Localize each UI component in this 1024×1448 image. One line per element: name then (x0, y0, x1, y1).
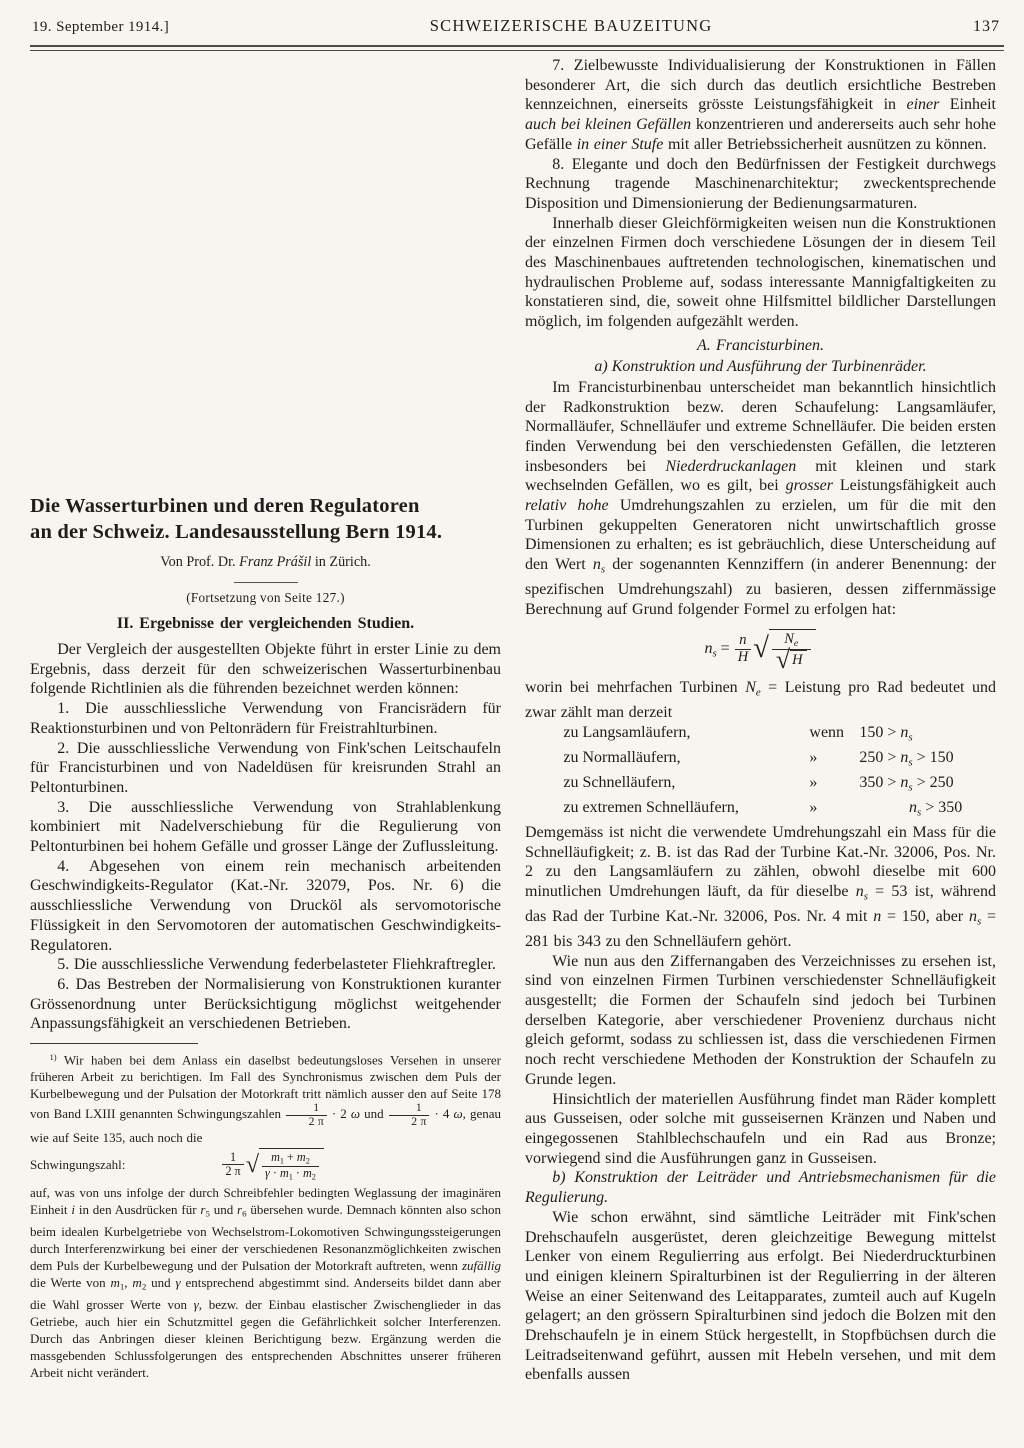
classification-conjunction: » (809, 774, 818, 792)
byline: Von Prof. Dr. Franz Prášil in Zürich. (160, 554, 371, 570)
continuation-note: (Fortsetzung von Seite 127.) (186, 590, 345, 605)
right-column (525, 56, 996, 1448)
article-title-line1: Die Wasserturbinen und deren Regulatoren (30, 495, 420, 517)
paragraph-8: 8. Elegante und doch den Bedürfnissen der Festigkeit durchwegs Rechnung tragende Maschinenarchitektur; zweckentsprechende Disposition und Dimensionierung der Bedienungsarmaturen. (525, 155, 996, 212)
article-title (30, 494, 501, 545)
paragraph-7: 7. Zielbewusste Individualisierung der Konstruktionen in Fällen besonderer Art, die sich durch das deutlich ersichtliche Bestreben kennzeichnen, einerseits grösste Leistungsfähigkeit in einer Einheit auch bei kleinen Gefällen konzentrieren und andererseits auch sehr hohe Gefälle in einer Stufe mit aller Betriebssicherheit ausnützen zu können. (525, 57, 996, 153)
paragraph-13: Wie nun aus den Ziffernangaben des Verzeichnisses zu ersehen ist, sind von einzelnen Firmen Turbinen verschiedenster Schnelläufigkeit ausgestellt; die Formen der Schaufeln sind jedoch bei Turbinen derselben Kategorie, aber verschiedener Provenienz durchaus nicht gleich geformt, sodass zu schliessen ist, dass die verschiedenen Firmen noch recht verschiedene Methoden der Konstruktion der Schaufeln zu Grunde legen. (525, 952, 996, 1088)
paragraph-15: Wie schon erwähnt, sind sämtliche Leiträder mit Fink'schen Drehschaufeln ausgerüstet, deren gleichzeitige Bewegung mittelst Lenker von einem Regulierring aus erfolgt. Bei Niederdruckturbinen und einigen kleinern Spiralturbinen ist der Regulierring in der älteren Weise an einer Seitenwand des Leitapparates, zumteil auch auf Kugeln gelagert; an den grössern Spiralturbinen sind jedoch die Bolzen mit den Drehschaufeln je in einem Stück hergestellt, in Stopfbüchsen durch die Leitradseitenwand geführt, aussen mit Hebeln versehen, und mit dem ebenfalls aussen (525, 1208, 996, 1384)
paragraph-14: Hinsichtlich der materiellen Ausführung findet man Räder komplett aus Gusseisen, oder solche mit gusseisernen Kränzen und Naben und eingegossenen Stahlblechschaufeln und ein Rad aus Bronze; vorwiegend sind die Ausführungen ganz in Gusseisen. (525, 1090, 996, 1167)
paragraph-12: Demgemäss ist nicht die verwendete Umdrehungszahl ein Mass für die Schnelläufigkeit; z. B. ist das Rad der Turbine Kat.-Nr. 32006, Pos. Nr. 2 zu den Langsamläufern zu zählen, obwohl dieselbe mit 600 minutlichen Umdrehungen läuft, da für dieselbe $n_s = 53$ ist, während das Rad der Turbine Kat.-Nr. 32006, Pos. Nr. 4 mit n = 150, aber $n_s = 281$ bis 343 zu den Schnelläufern gehört. (525, 823, 996, 950)
list-item-2: 2. Die ausschliessliche Verwendung von Fink'schen Leitschaufeln für Francisturbinen und von Nadeldüsen für kreisrunden Strahl an Peltonturbinen. (30, 739, 501, 796)
list-item-6: 6. Das Bestreben der Normalisierung von Konstruktionen kuranter Grössenordnung unter Berücksichtigung möglichst weitgehender Anpassungsfähigkeit an verschiedenen Betrieben. (30, 975, 501, 1033)
classification-condition: $250 > n_s > 150$ (859, 749, 954, 769)
classification-condition: $350 > n_s > 250$ (859, 774, 954, 794)
classification-condition: $n_s > 350$ (908, 799, 963, 819)
classification-label: zu Langsamläufern, (563, 724, 691, 742)
left-column (30, 56, 501, 1448)
article-title-line2: an der Schweiz. Landesausstellung Bern 1914. (30, 520, 443, 543)
list-item-3: 3. Die ausschliessliche Verwendung von Strahlablenkung kombiniert mit Nadelverschiebung für die Regulierung von Peltonturbinen bei hohem Gefälle und grosser Länge der Zuflussleitung. (30, 798, 501, 856)
footnote-formula: $\frac{1}{2 \pi}$ √ $\frac{m_1 + m_2}{\gamma \cdot m_1 \cdot m_2}$ (125, 1148, 421, 1183)
classification-row (563, 798, 996, 823)
classification-conjunction: wenn (809, 724, 845, 742)
heading-konstruktion-turbinenraeder: a) Konstruktion und Ausführung der Turbinenräder. (594, 357, 927, 375)
title-divider (234, 582, 298, 583)
issue-date: 19. September 1914.] (32, 19, 170, 35)
page-header (32, 16, 1000, 36)
classification-table (563, 723, 996, 823)
header-rule (30, 45, 1004, 51)
classification-label: zu extremen Schnelläufern, (563, 799, 739, 816)
classification-row (563, 748, 996, 773)
paragraph-intro: Der Vergleich der ausgestellten Objekte führt in erster Linie zu dem Ergebnis, dass derzeit für den schweizerischen Wasserturbinenbau folgende Richtlinien als die führenden bezeichnet werden können: (30, 641, 501, 698)
left-column-spacer (30, 56, 501, 494)
classification-row (563, 773, 996, 798)
list-item-4: 4. Abgesehen von einem rein mechanisch arbeitenden Geschwindigkeits-Regulator (Kat.-Nr. 32079, Pos. Nr. 6) die ausschliessliche Verwendung von Drucköl als servomotorische Flüssigkeit in den Servomotoren der automatischen Geschwindigkeits-Regulatoren. (30, 857, 501, 954)
footnote-separator (30, 1043, 198, 1044)
list-item-5: 5. Die ausschliessliche Verwendung federbelasteter Fliehkraftregler. (57, 956, 496, 974)
classification-condition: $150 > n_s$ (859, 724, 913, 744)
section-heading: II. Ergebnisse der vergleichenden Studien. (116, 615, 415, 632)
formula-specific-speed: $n_s$ = $\frac{n}{H}$ √ $N_e$ √ H (525, 623, 996, 676)
footnote-paragraph-2: auf, was von uns infolge der durch Schreibfehler bedingten Weglassung der imaginären Einheit i in den Ausdrücken für $r_5$ und $r_6$ übersehen wurde. Demnach könnten also schon beim idealen Kurbelgetriebe von Wechselstrom-Lokomotiven Schwingungssteigerungen durch Interferenzwirkung bei einer der verschiedenen Resonanzmöglichkeiten zwischen dem Puls der Kurbelbewegung und der Pulsation der Motorkraft auftreten, wenn zufällig die Werte von $m_1$, $m_2$ und γ entsprechend abgestimmt sind. Anderseits bildet dann aber die Wahl grosser Werte von γ, bezw. der Einbau elastischer Zwischenglieder in das Getriebe, auch hier ein Schutzmittel gegen die Gefährlichkeit solcher Interferenzen. Durch das Anbringen dieser kleinen Berichtigung bezw. Ergänzung werden die massgebenden Schlussfolgerungen des entsprechenden Abschnittes unserer früheren Arbeit nicht verändert. (30, 1185, 501, 1380)
heading-leitraeder-regulierung: b) Konstruktion der Leiträder und Antriebsmechanismen für die Regulierung. (525, 1169, 996, 1207)
footnote-formula-row (30, 1148, 501, 1183)
classification-conjunction: » (809, 749, 818, 767)
paragraph-9: Innerhalb dieser Gleichförmigkeiten weisen nun die Konstruktionen der einzelnen Firmen doch verschiedene Lösungen der in diesem Teil des Maschinenbaues auftretenden technologischen, kinematischen und hydraulischen Probleme auf, sodass interessante Mannigfaltigkeiten zu konstatieren sind, die, soweit ohne Hilfsmittel bildlicher Darstellungen möglich, im folgenden aufgezählt werden. (525, 214, 996, 331)
footnote-paragraph-1: $^{1)}$ Wir haben bei dem Anlass ein daselbst bedeutungsloses Versehen in unserer früheren Arbeit zu berichtigen. Im Fall des Synchronismus zwischen dem Puls der Kurbelbewegung und der Pulsation der Motorkraft tritt nämlich ausser den auf Seite 178 von Band LXIII genannten Schwingungszahlen $\frac{1}{2 \pi}$ · 2 ω und $\frac{1}{2 \pi}$ · 4 ω, genau wie auf Seite 135, auch noch die (30, 1052, 502, 1145)
heading-francisturbinen: A. Francisturbinen. (696, 336, 825, 354)
page-number: 137 (972, 18, 1000, 35)
classification-conjunction: » (809, 799, 818, 816)
classification-label: zu Schnelläufern, (563, 774, 676, 792)
list-item-1: 1. Die ausschliessliche Verwendung von Francisrädern für Reaktionsturbinen und von Peltonrädern für Freistrahlturbinen. (30, 700, 501, 737)
paragraph-10: Im Francisturbinenbau unterscheidet man bekanntlich hinsichtlich der Radkonstruktion bezw. deren Schaufelung: Langsamläufer, Normalläufer, Schnelläufer und extreme Schnelläufer. Die beiden ersten finden Verwendung bei den verschiedensten Gefällen, die letzteren insbesonders bei Niederdruckanlagen mit kleinen und stark wechselnden Gefällen, wo es gilt, bei grosser Leistungsfähigkeit auch relativ hohe Umdrehungszahlen zu erzielen, um für die mit den Turbinen gekuppelten Generatoren nicht unwirtschaftlich grosse Dimensionen zu erhalten; es ist gebräuchlich, diese Unterscheidung auf den Wert $n_s$ der sogenannten Kennziffern (in anderer Benennung: der spezifischen Umdrehungszahl) zu basieren, dessen ziffernmässige Berechnung auf Grund folgender Formel zu erfolgen hat: (525, 378, 996, 618)
classification-label: zu Normalläufern, (563, 749, 681, 767)
paragraph-11: worin bei mehrfachen Turbinen $N_e$ = Leistung pro Rad bedeutet und zwar zählt man derzeit (525, 679, 996, 722)
footnote (30, 1049, 501, 1381)
footnote-formula-label: Schwingungszahl: (30, 1156, 126, 1172)
journal-title: SCHWEIZERISCHE BAUZEITUNG (429, 16, 713, 35)
page-body (30, 56, 996, 1448)
classification-row (563, 723, 996, 748)
